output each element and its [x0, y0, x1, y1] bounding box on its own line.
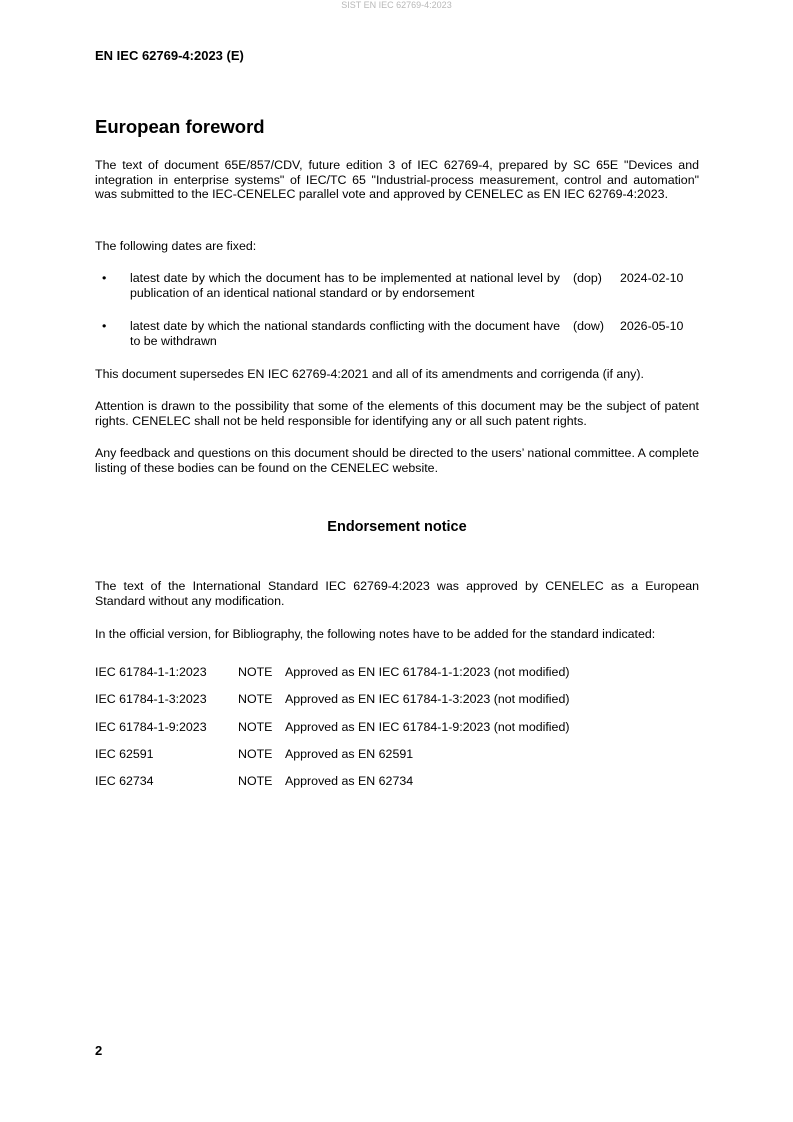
date-item-code: (dow) [573, 319, 604, 333]
document-id: EN IEC 62769-4:2023 (E) [95, 48, 244, 63]
dates-intro: The following dates are fixed: [95, 239, 257, 253]
note-text: Approved as EN 62591 [285, 747, 414, 761]
note-text: Approved as EN IEC 61784-1-3:2023 (not modified) [285, 692, 570, 706]
note-standard: IEC 61784-1-3:2023 [95, 692, 207, 706]
note-label: NOTE [238, 692, 273, 706]
note-text: Approved as EN IEC 61784-1-9:2023 (not modified) [285, 720, 570, 734]
foreword-intro: The text of document 65E/857/CDV, future edition 3 of IEC 62769-4, prepared by SC 65E "Devices and integration in enterprise systems" of IEC/TC 65 "Industrial-process measurement, control and automation" was submitted to the IEC-CENELEC parallel vote and approved by CENELEC as EN IEC 62769-4:2023. [95, 158, 699, 201]
bibliography-note-row [95, 720, 699, 735]
date-item-text: latest date by which the document has to be implemented at national level by publication of an identical national standard or by endorsement [130, 271, 560, 300]
note-standard: IEC 61784-1-9:2023 [95, 720, 207, 734]
note-standard: IEC 61784-1-1:2023 [95, 665, 207, 679]
note-label: NOTE [238, 774, 273, 788]
foreword-title: European foreword [95, 116, 265, 137]
watermark: SIST EN IEC 62769-4:2023 [341, 0, 452, 10]
bibliography-intro: In the official version, for Bibliography, the following notes have to be added for the standard indicated: [95, 627, 656, 641]
bibliography-note-row [95, 747, 699, 762]
endorsement-title: Endorsement notice [327, 519, 467, 535]
note-label: NOTE [238, 747, 273, 761]
bibliography-note-row [95, 774, 699, 789]
note-label: NOTE [238, 665, 273, 679]
endorsement-text: The text of the International Standard IEC 62769-4:2023 was approved by CENELEC as a European Standard without any modification. [95, 579, 699, 608]
note-standard: IEC 62734 [95, 774, 154, 788]
feedback-text: Any feedback and questions on this document should be directed to the users’ national committee. A complete listing of these bodies can be found on the CENELEC website. [95, 446, 699, 475]
bibliography-note-row [95, 665, 699, 680]
date-item-text: latest date by which the national standards conflicting with the document have to be withdrawn [130, 319, 560, 348]
date-item-date: 2024-02-10 [620, 271, 684, 285]
note-label: NOTE [238, 720, 273, 734]
date-item-date: 2026-05-10 [620, 319, 684, 333]
page-number: 2 [95, 1043, 103, 1058]
patent-text: Attention is drawn to the possibility that some of the elements of this document may be the subject of patent rights. CENELEC shall not be held responsible for identifying any or all such patent rights. [95, 399, 699, 428]
note-text: Approved as EN 62734 [285, 774, 414, 788]
supersedes-text: This document supersedes EN IEC 62769-4:2021 and all of its amendments and corrigenda (if any). [95, 367, 644, 381]
note-standard: IEC 62591 [95, 747, 154, 761]
bullet-marker: • [102, 319, 107, 333]
bullet-marker: • [102, 271, 107, 285]
note-text: Approved as EN IEC 61784-1-1:2023 (not modified) [285, 665, 570, 679]
bibliography-note-row [95, 692, 699, 707]
date-item-code: (dop) [573, 271, 602, 285]
